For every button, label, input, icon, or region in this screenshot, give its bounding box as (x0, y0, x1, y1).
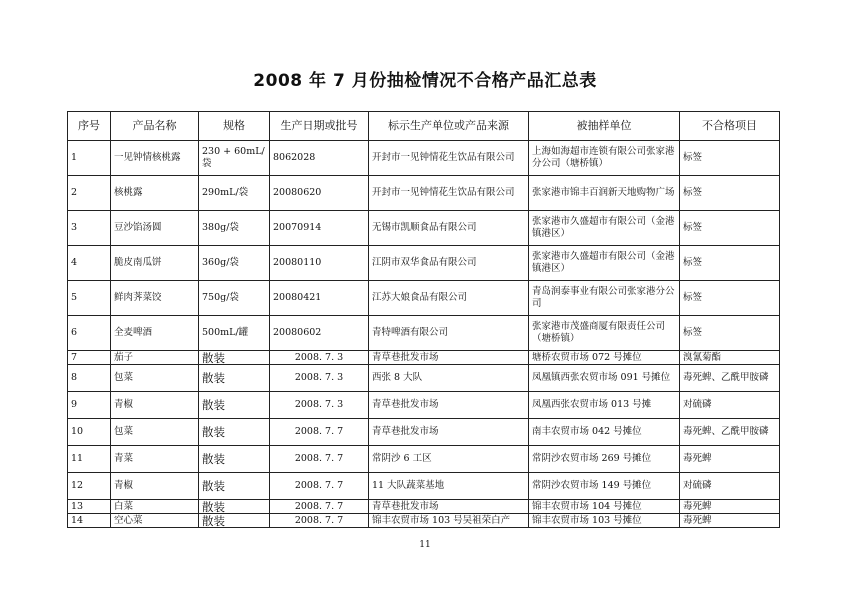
cell-product: 一见钟情核桃露 (111, 141, 199, 176)
cell-sampled-unit: 锦丰农贸市场 103 号摊位 (529, 514, 680, 528)
page-number: 11 (419, 540, 431, 550)
cell-failed-item: 毒死蜱、乙酰甲胺磷 (680, 419, 780, 446)
cell-product: 鲜肉荠菜饺 (111, 281, 199, 316)
cell-index: 13 (68, 500, 111, 514)
cell-producer: 无锡市凯顺食品有限公司 (369, 211, 529, 246)
cell-failed-item: 对硫磷 (680, 473, 780, 500)
cell-producer: 青草巷批发市场 (369, 351, 529, 365)
cell-index: 2 (68, 176, 111, 211)
cell-spec: 750g/袋 (199, 281, 270, 316)
table-row (68, 246, 780, 281)
column-header: 被抽样单位 (529, 112, 680, 141)
cell-index: 3 (68, 211, 111, 246)
cell-sampled-unit: 张家港市茂盛商厦有限责任公司（塘桥镇） (529, 316, 680, 351)
cell-index: 4 (68, 246, 111, 281)
cell-spec: 散装 (199, 351, 270, 365)
table-row (68, 419, 780, 446)
table-row (68, 281, 780, 316)
cell-failed-item: 毒死蜱 (680, 514, 780, 528)
table-row (68, 211, 780, 246)
cell-spec: 230 + 60mL/袋 (199, 141, 270, 176)
cell-sampled-unit: 凤凰西张农贸市场 013 号摊 (529, 392, 680, 419)
cell-index: 6 (68, 316, 111, 351)
cell-index: 8 (68, 365, 111, 392)
table-row (68, 392, 780, 419)
cell-spec: 散装 (199, 419, 270, 446)
cell-product: 青菜 (111, 446, 199, 473)
cell-failed-item: 毒死蜱 (680, 500, 780, 514)
table-row (68, 316, 780, 351)
cell-spec: 散装 (199, 446, 270, 473)
cell-batch: 2008. 7. 3 (270, 351, 369, 365)
cell-sampled-unit: 上海如海超市连锁有限公司张家港分公司（塘桥镇） (529, 141, 680, 176)
cell-batch: 2008. 7. 7 (270, 473, 369, 500)
cell-batch: 20070914 (270, 211, 369, 246)
table-row (68, 446, 780, 473)
cell-batch: 20080620 (270, 176, 369, 211)
cell-batch: 20080421 (270, 281, 369, 316)
column-header: 标示生产单位或产品来源 (369, 112, 529, 141)
cell-sampled-unit: 常阴沙农贸市场 269 号摊位 (529, 446, 680, 473)
cell-spec: 散装 (199, 392, 270, 419)
cell-batch: 2008. 7. 7 (270, 500, 369, 514)
cell-batch: 20080110 (270, 246, 369, 281)
cell-failed-item: 标签 (680, 211, 780, 246)
cell-product: 包菜 (111, 419, 199, 446)
column-header: 规格 (199, 112, 270, 141)
cell-producer: 江阴市双华食品有限公司 (369, 246, 529, 281)
cell-sampled-unit: 青岛润泰事业有限公司张家港分公司 (529, 281, 680, 316)
cell-sampled-unit: 南丰农贸市场 042 号摊位 (529, 419, 680, 446)
cell-spec: 380g/袋 (199, 211, 270, 246)
cell-producer: 青草巷批发市场 (369, 392, 529, 419)
cell-producer: 开封市一见钟情花生饮品有限公司 (369, 176, 529, 211)
cell-failed-item: 标签 (680, 281, 780, 316)
cell-failed-item: 溴氰菊酯 (680, 351, 780, 365)
cell-index: 9 (68, 392, 111, 419)
cell-index: 10 (68, 419, 111, 446)
cell-failed-item: 对硫磷 (680, 392, 780, 419)
table-row (68, 351, 780, 365)
cell-product: 核桃露 (111, 176, 199, 211)
cell-batch: 2008. 7. 3 (270, 392, 369, 419)
cell-failed-item: 标签 (680, 316, 780, 351)
cell-index: 11 (68, 446, 111, 473)
cell-product: 脆皮南瓜饼 (111, 246, 199, 281)
table-row (68, 514, 780, 528)
table-row (68, 473, 780, 500)
cell-product: 豆沙馅汤圆 (111, 211, 199, 246)
cell-sampled-unit: 张家港市锦丰百润新天地购物广场 (529, 176, 680, 211)
column-header: 不合格项目 (680, 112, 780, 141)
cell-failed-item: 毒死蜱 (680, 446, 780, 473)
cell-product: 包菜 (111, 365, 199, 392)
cell-product: 茄子 (111, 351, 199, 365)
cell-producer: 江苏大娘食品有限公司 (369, 281, 529, 316)
cell-index: 1 (68, 141, 111, 176)
cell-producer: 11 大队蔬菜基地 (369, 473, 529, 500)
cell-producer: 西张 8 大队 (369, 365, 529, 392)
cell-sampled-unit: 张家港市久盛超市有限公司（金港镇港区） (529, 211, 680, 246)
cell-spec: 散装 (199, 500, 270, 514)
cell-failed-item: 毒死蜱、乙酰甲胺磷 (680, 365, 780, 392)
cell-producer: 青草巷批发市场 (369, 500, 529, 514)
table-row (68, 141, 780, 176)
cell-producer: 开封市一见钟情花生饮品有限公司 (369, 141, 529, 176)
table-header-row (68, 112, 780, 141)
cell-sampled-unit: 塘桥农贸市场 072 号摊位 (529, 351, 680, 365)
cell-sampled-unit: 锦丰农贸市场 104 号摊位 (529, 500, 680, 514)
cell-batch: 2008. 7. 7 (270, 419, 369, 446)
cell-sampled-unit: 常阴沙农贸市场 149 号摊位 (529, 473, 680, 500)
cell-spec: 500mL/罐 (199, 316, 270, 351)
cell-spec: 散装 (199, 514, 270, 528)
cell-failed-item: 标签 (680, 246, 780, 281)
cell-index: 7 (68, 351, 111, 365)
page-title: 2008 年 7 月份抽检情况不合格产品汇总表 (253, 71, 597, 91)
cell-batch: 20080602 (270, 316, 369, 351)
table-row (68, 176, 780, 211)
column-header: 产品名称 (111, 112, 199, 141)
cell-index: 12 (68, 473, 111, 500)
cell-spec: 290mL/袋 (199, 176, 270, 211)
cell-product: 青椒 (111, 392, 199, 419)
cell-batch: 2008. 7. 3 (270, 365, 369, 392)
column-header: 生产日期或批号 (270, 112, 369, 141)
cell-failed-item: 标签 (680, 176, 780, 211)
cell-spec: 散装 (199, 365, 270, 392)
cell-index: 5 (68, 281, 111, 316)
cell-failed-item: 标签 (680, 141, 780, 176)
cell-spec: 360g/袋 (199, 246, 270, 281)
cell-sampled-unit: 凤凰镇西张农贸市场 091 号摊位 (529, 365, 680, 392)
cell-index: 14 (68, 514, 111, 528)
table-row (68, 365, 780, 392)
cell-producer: 青特啤酒有限公司 (369, 316, 529, 351)
column-header: 序号 (68, 112, 111, 141)
cell-batch: 2008. 7. 7 (270, 446, 369, 473)
cell-sampled-unit: 张家港市久盛超市有限公司（金港镇港区） (529, 246, 680, 281)
cell-batch: 8062028 (270, 141, 369, 176)
cell-producer: 锦丰农贸市场 103 号吴祖荣白产 (369, 514, 529, 528)
cell-batch: 2008. 7. 7 (270, 514, 369, 528)
cell-product: 青椒 (111, 473, 199, 500)
cell-product: 全麦啤酒 (111, 316, 199, 351)
table-row (68, 500, 780, 514)
cell-spec: 散装 (199, 473, 270, 500)
nonconforming-products-table (67, 111, 780, 528)
cell-product: 白菜 (111, 500, 199, 514)
cell-producer: 青草巷批发市场 (369, 419, 529, 446)
cell-producer: 常阴沙 6 工区 (369, 446, 529, 473)
cell-product: 空心菜 (111, 514, 199, 528)
